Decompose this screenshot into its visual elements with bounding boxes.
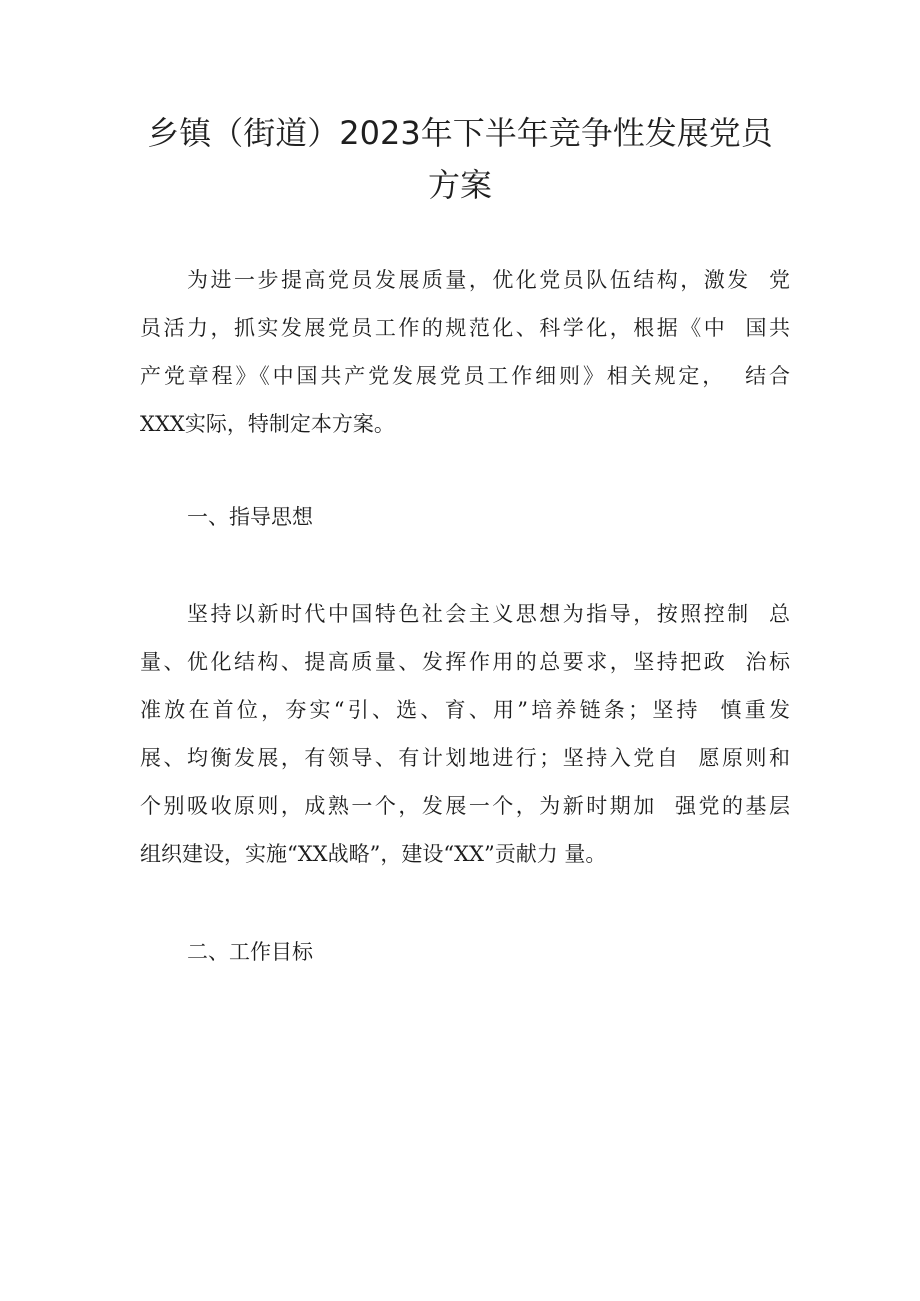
paragraph-line: 组织建设，实施“XX战略”，建设“XX”贡献力 量。 bbox=[140, 842, 607, 866]
intro-line: 员活力，抓实发展党员工作的规范化、科学化，根据《中 国共 bbox=[140, 316, 790, 340]
section-heading-work-goals: 二、工作目标 bbox=[187, 940, 313, 964]
intro-line: XXX实际，特制定本方案。 bbox=[140, 412, 395, 436]
paragraph-line: 量、优化结构、提高质量、发挥作用的总要求，坚持把政 治标 bbox=[140, 650, 790, 674]
guiding-thought-paragraph bbox=[140, 590, 790, 878]
paragraph-line: 个别吸收原则，成熟一个，发展一个，为新时期加 强党的基层 bbox=[140, 794, 790, 818]
document-title-line-1: 乡镇（街道）2023年下半年竞争性发展党员 bbox=[147, 114, 773, 152]
intro-line: 为进一步提高党员发展质量，优化党员队伍结构，激发 党 bbox=[187, 268, 790, 292]
section-heading-guiding-thought: 一、指导思想 bbox=[187, 505, 313, 529]
intro-line: 产党章程》《中国共产党发展党员工作细则》相关规定， 结合 bbox=[140, 364, 790, 388]
paragraph-line: 坚持以新时代中国特色社会主义思想为指导，按照控制 总 bbox=[187, 602, 790, 626]
paragraph-line: 准放在首位，夯实“引、选、育、用”培养链条；坚持 慎重发 bbox=[140, 698, 790, 722]
document-title-line-2: 方案 bbox=[427, 166, 492, 204]
intro-paragraph bbox=[140, 256, 790, 448]
paragraph-line: 展、均衡发展，有领导、有计划地进行；坚持入党自 愿原则和 bbox=[140, 746, 790, 770]
